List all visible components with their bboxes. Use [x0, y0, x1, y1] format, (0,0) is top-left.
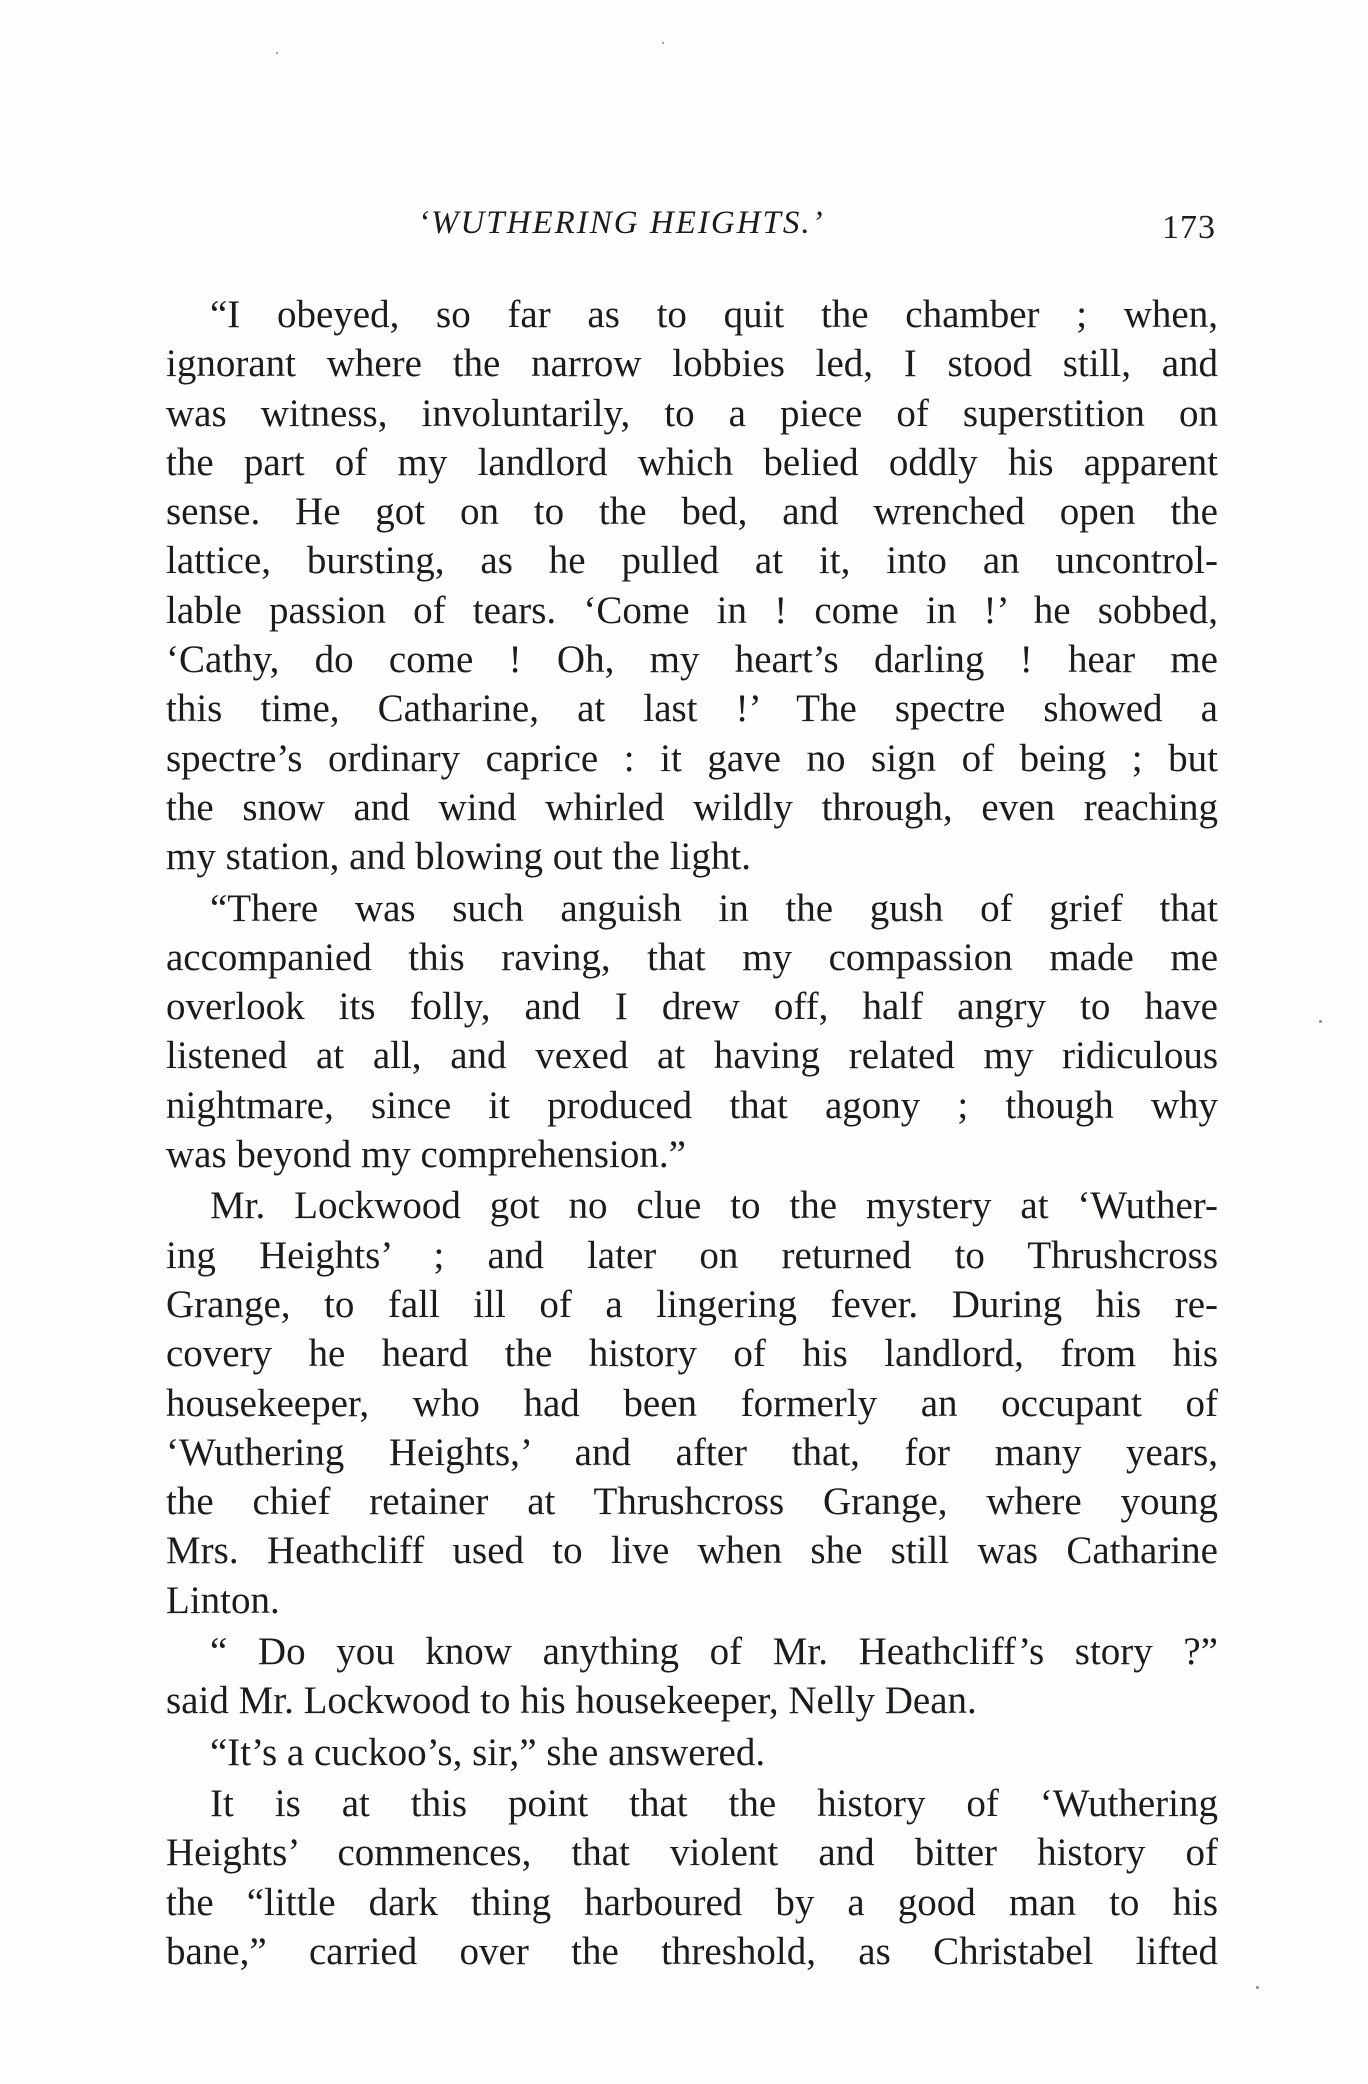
text-line: overlook its folly, and I drew off, half angry to have	[166, 985, 1218, 1029]
text-line: Heights’ commences, that violent and bitter history of	[166, 1831, 1218, 1875]
text-line: ing Heights’ ; and later on returned to Thrushcross	[166, 1233, 1218, 1277]
text-line: the chief retainer at Thrushcross Grange, where young	[166, 1480, 1218, 1524]
paragraph	[166, 884, 1218, 1180]
text-line: ‘Wuthering Heights,’ and after that, for many years,	[166, 1430, 1218, 1474]
text-line: the “little dark thing harboured by a good man to his	[166, 1880, 1218, 1924]
text-line: lable passion of tears. ‘Come in ! come in !’ he sobbed,	[166, 588, 1218, 632]
text-line: this time, Catharine, at last !’ The spectre showed a	[166, 687, 1218, 731]
text-line: ignorant where the narrow lobbies led, I stood still, and	[166, 342, 1218, 386]
text-line: covery he heard the history of his landlord, from his	[166, 1332, 1218, 1376]
paper-speck	[1319, 1020, 1322, 1023]
text-line: “There was such anguish in the gush of grief that	[210, 886, 1218, 930]
text-line: sense. He got on to the bed, and wrenched open the	[166, 490, 1218, 534]
paragraph	[166, 290, 1218, 882]
text-line: Linton.	[166, 1578, 280, 1622]
paragraph	[166, 1627, 1218, 1726]
paper-speck	[662, 42, 664, 44]
text-line: my station, and blowing out the light.	[166, 835, 751, 879]
text-line: “ Do you know anything of Mr. Heathcliff’s story ?”	[210, 1630, 1218, 1674]
text-line: nightmare, since it produced that agony ; though why	[166, 1083, 1218, 1127]
body-text	[166, 290, 1218, 1976]
text-line: ‘Cathy, do come ! Oh, my heart’s darling ! hear me	[166, 638, 1218, 682]
text-line: said Mr. Lockwood to his housekeeper, Nelly Dean.	[166, 1679, 977, 1723]
text-line: the part of my landlord which belied oddly his apparent	[166, 440, 1218, 484]
text-line: housekeeper, who had been formerly an occupant of	[166, 1381, 1218, 1425]
text-line: was witness, involuntarily, to a piece of superstition on	[166, 391, 1218, 435]
text-line: It is at this point that the history of ‘Wuthering	[210, 1781, 1218, 1825]
text-line: the snow and wind whirled wildly through, even reaching	[166, 785, 1218, 829]
paper-speck	[1256, 1986, 1259, 1989]
running-title: ‘WUTHERING HEIGHTS.’	[418, 205, 825, 241]
page-number: 173	[1162, 209, 1216, 246]
text-line: Mr. Lockwood got no clue to the mystery at ‘Wuther-	[210, 1184, 1218, 1228]
text-line: lattice, bursting, as he pulled at it, into an uncontrol-	[166, 539, 1218, 583]
text-line: accompanied this raving, that my compassion made me	[166, 935, 1218, 979]
paragraph	[166, 1779, 1218, 1976]
text-line: “I obeyed, so far as to quit the chamber ; when,	[210, 293, 1218, 336]
text-line: spectre’s ordinary caprice : it gave no sign of being ; but	[166, 736, 1218, 780]
text-line: “It’s a cuckoo’s, sir,” she answered.	[210, 1730, 766, 1774]
text-line: was beyond my comprehension.”	[166, 1133, 686, 1177]
paragraph	[166, 1728, 1218, 1777]
text-line: bane,” carried over the threshold, as Christabel lifted	[166, 1929, 1218, 1973]
page-header	[166, 205, 1216, 255]
text-line: Mrs. Heathcliff used to live when she still was Catharine	[166, 1529, 1218, 1573]
text-line: listened at all, and vexed at having related my ridiculous	[166, 1034, 1218, 1078]
text-line: Grange, to fall ill of a lingering fever. During his re-	[166, 1282, 1218, 1326]
paper-speck	[276, 52, 278, 54]
paragraph	[166, 1181, 1218, 1625]
